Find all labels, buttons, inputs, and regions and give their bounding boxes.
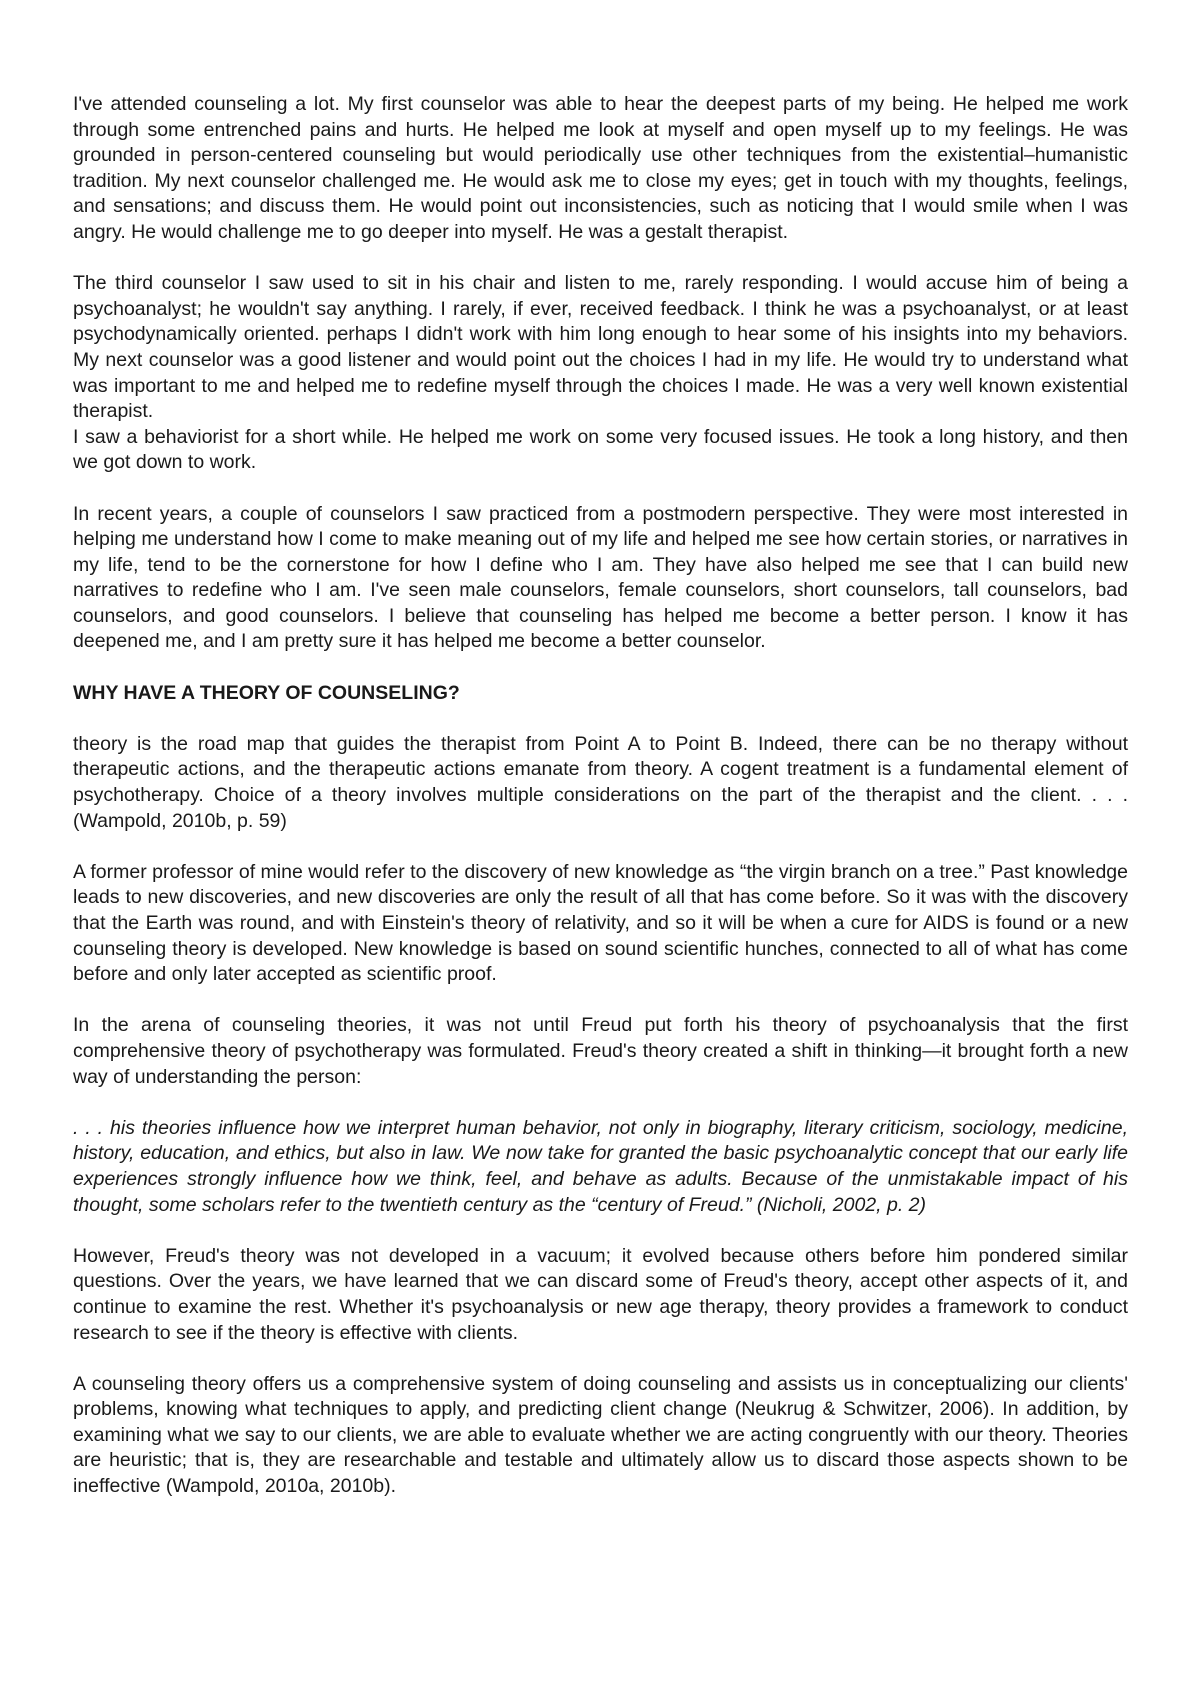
section-heading: WHY HAVE A THEORY OF COUNSELING?	[73, 681, 460, 704]
paragraph-freud-intro: In the arena of counseling theories, it was not until Freud put forth his theory of psychoanalysis that the first comprehensive theory of psychotherapy was formulated. Freud's theory created a shift in thinking—it brought forth a new way of understanding the person:	[73, 1014, 1128, 1088]
paragraph-counseling-history: I've attended counseling a lot. My first counselor was able to hear the deepest parts of my being. He helped me work through some entrenched pains and hurts. He helped me look at myself and open myself up to my feelings. He was grounded in person-centered counseling but would periodically use other techniques from the existential–humanistic tradition. My next counselor challenged me. He would ask me to close my eyes; get in touch with my thoughts, feelings, and sensations; and discuss them. He would point out inconsistencies, such as noticing that I would smile when I was angry. He would challenge me to go deeper into myself. He was a gestalt therapist.	[73, 93, 1128, 243]
paragraph-road-map-quote: theory is the road map that guides the therapist from Point A to Point B. Indeed, there can be no therapy without therapeutic actions, and the therapeutic actions emanate from theory. A cogent treatment is a fundamental element of psychotherapy. Choice of a theory involves multiple considerations on the part of the therapist and the client. . . . (Wampold, 2010b, p. 59)	[73, 732, 1128, 832]
paragraph-postmodern: In recent years, a couple of counselors I saw practiced from a postmodern perspective. They were most interested in helping me understand how I come to make meaning out of my life and helped me see how certain stories, or narratives in my life, tend to be the cornerstone for how I define who I am. They have also helped me see that I can build new narratives to redefine who I am. I've seen male counselors, female counselors, short counselors, tall counselors, bad counselors, and good counselors. I believe that counseling has helped me become a better person. I know it has deepened me, and I am pretty sure it has helped me become a better counselor.	[73, 502, 1128, 653]
block-quote-nicholi: . . . his theories influence how we interpret human behavior, not only in biography, literary criticism, sociology, medicine, history, education, and ethics, but also in law. We now take for granted the basic psychoanalytic concept that our early life experiences strongly influence how we think, feel, and behave as adults. Because of the unmistakable impact of his thought, some scholars refer to the twentieth century as the “century of Freud.” (Nicholi, 2002, p. 2)	[73, 1116, 1128, 1216]
paragraph-freud-vacuum: However, Freud's theory was not developed in a vacuum; it evolved because others before him pondered similar questions. Over the years, we have learned that we can discard some of Freud's theory, accept other aspects of it, and continue to examine the rest. Whether it's psychoanalysis or new age therapy, theory provides a framework to conduct research to see if the theory is effective with clients.	[73, 1244, 1128, 1344]
paragraph-third-counselor: The third counselor I saw used to sit in his chair and listen to me, rarely responding. I would accuse him of being a psychoanalyst; he wouldn't say anything. I rarely, if ever, received feedback. I think he was a psychoanalyst, or at least psychodynamically oriented. perhaps I didn't work with him long enough to hear some of his insights into my behaviors. My next counselor was a good listener and would point out the choices I had in my life. He would try to understand what was important to me and helped me to redefine myself through the choices I made. He was a very well known existential therapist.	[73, 272, 1128, 423]
paragraph-behaviorist: I saw a behaviorist for a short while. He helped me work on some very focused issues. He took a long history, and then we got down to work.	[73, 425, 1128, 474]
paragraph-virgin-branch: A former professor of mine would refer to the discovery of new knowledge as “the virgin branch on a tree.” Past knowledge leads to new discoveries, and new discoveries are only the result of all that has come before. So it was with the discovery that the Earth was round, and with Einstein's theory of relativity, and so it will be when a cure for AIDS is found or a new counseling theory is developed. New knowledge is based on sound scientific hunches, connected to all of what has come before and only later accepted as scientific proof.	[73, 860, 1128, 986]
document-page	[73, 92, 1128, 1500]
paragraph-counseling-theory: A counseling theory offers us a comprehensive system of doing counseling and assists us in conceptualizing our clients' problems, knowing what techniques to apply, and predicting client change (Neukrug & Schwitzer, 2006). In addition, by examining what we say to our clients, we are able to evaluate whether we are acting congruently with our theory. Theories are heuristic; that is, they are researchable and testable and ultimately allow us to discard those aspects shown to be ineffective (Wampold, 2010a, 2010b).	[73, 1372, 1128, 1498]
